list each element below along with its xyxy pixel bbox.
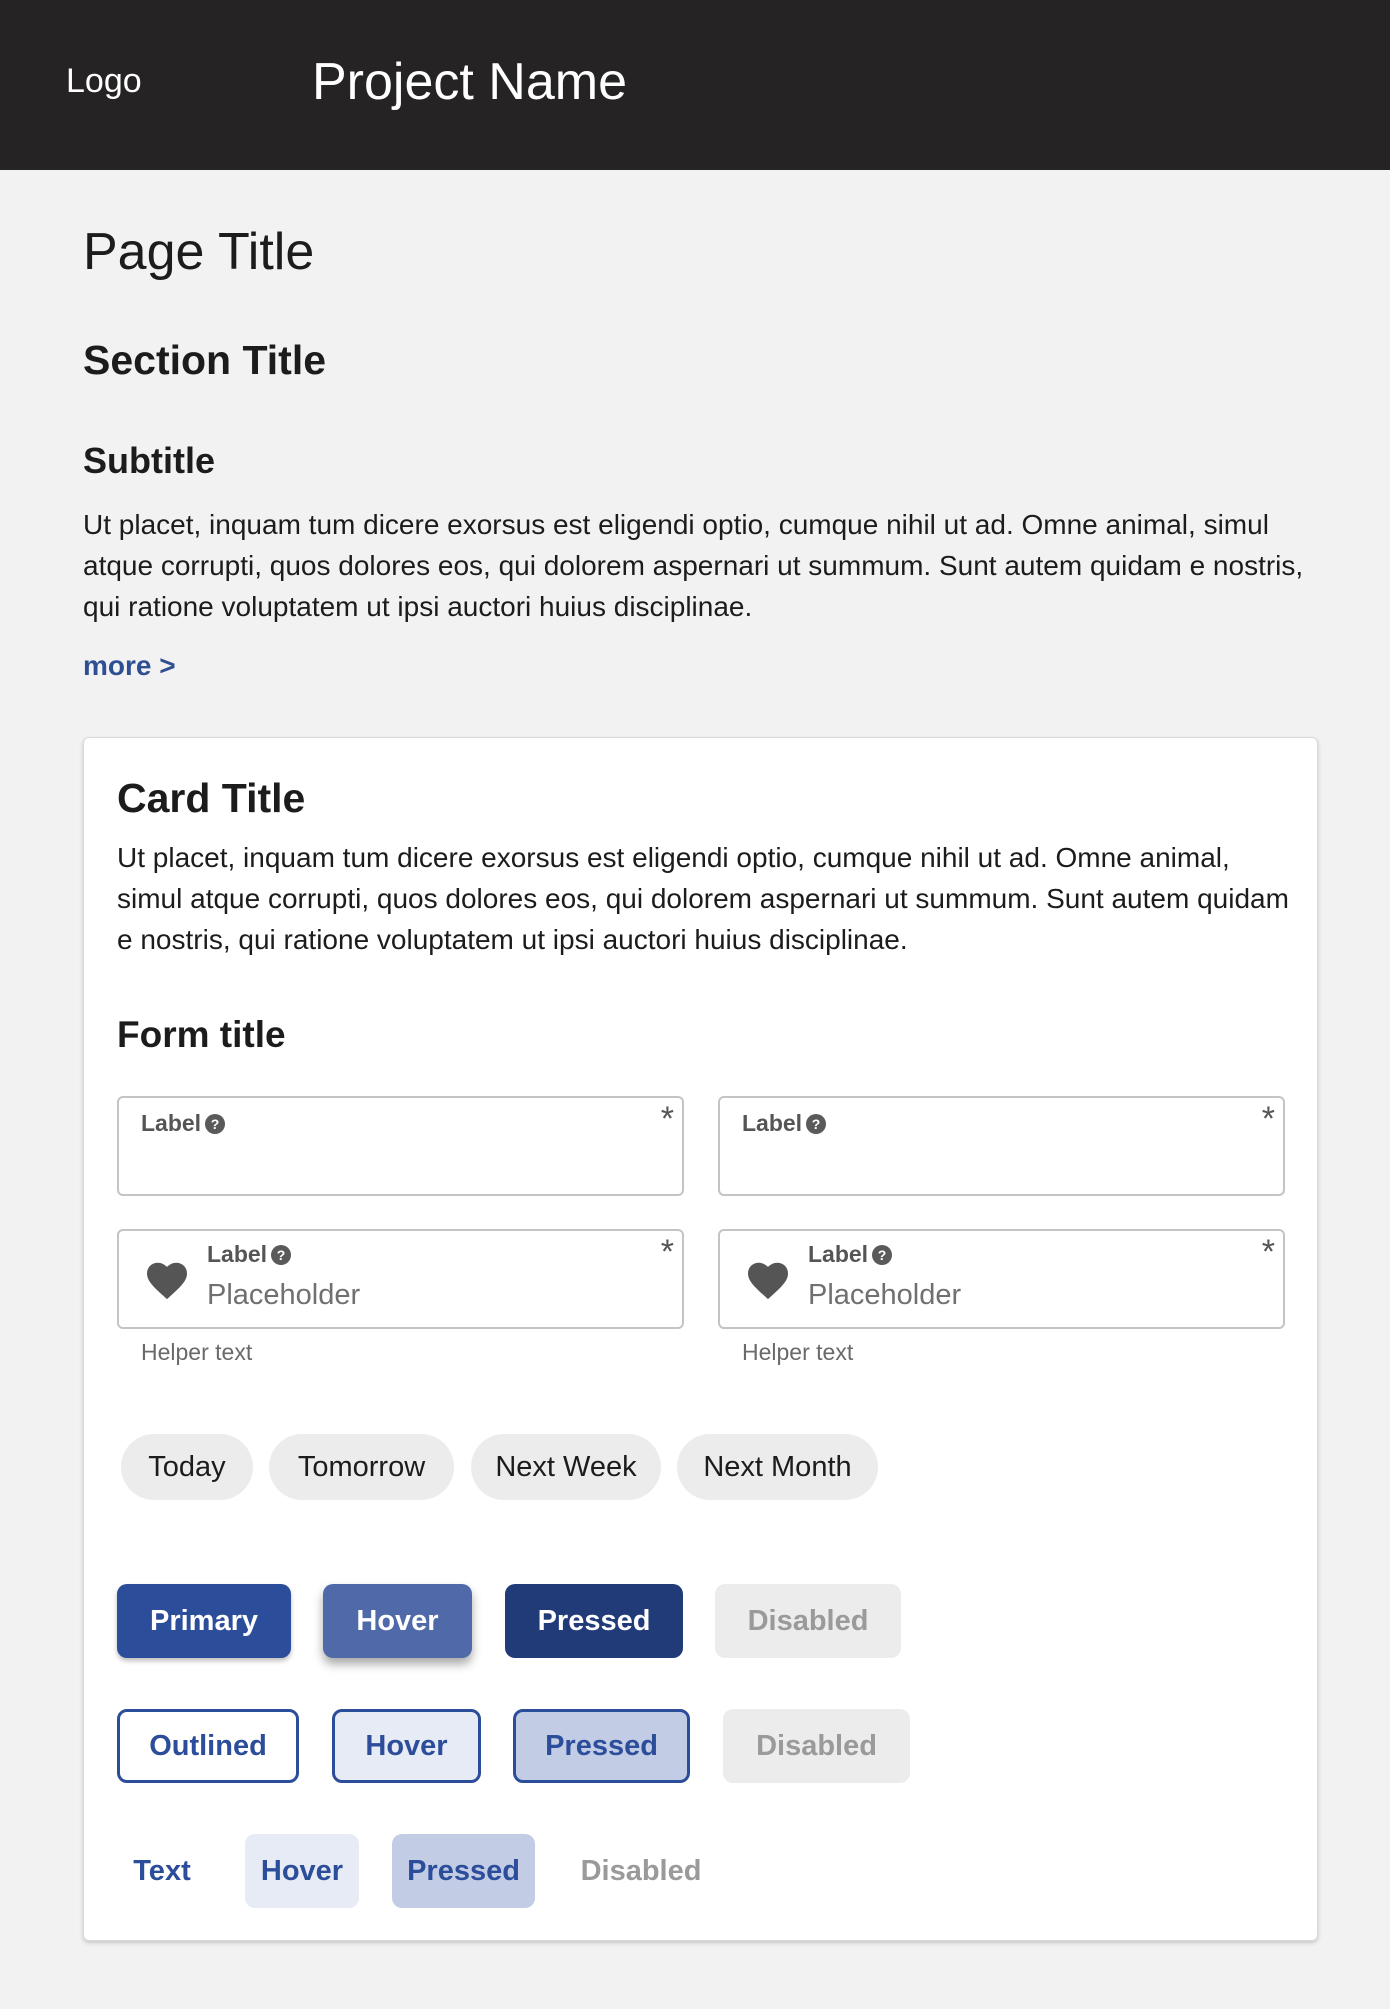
text-button[interactable]: Text: [117, 1834, 207, 1908]
text-button-hover[interactable]: Hover: [245, 1834, 359, 1908]
field-label: Label ?: [207, 1241, 291, 1268]
help-icon[interactable]: ?: [806, 1114, 826, 1134]
helper-text: Helper text: [141, 1339, 253, 1365]
icon-text-field-1[interactable]: [117, 1229, 684, 1329]
primary-button-pressed[interactable]: Pressed: [505, 1584, 683, 1658]
chip-tomorrow[interactable]: Tomorrow: [269, 1434, 454, 1500]
text-field-1[interactable]: [117, 1096, 684, 1196]
required-mark: *: [660, 1100, 674, 1138]
field-label: Label ?: [742, 1110, 826, 1137]
outlined-button-disabled: Disabled: [723, 1709, 910, 1783]
section-title: Section Title: [83, 337, 327, 383]
card-body: Ut placet, inquam tum dicere exorsus est eligendi optio, cumque nihil ut ad. Omne animal, simul atque corrupti, quos dolores eos, qui dolorem aspernari ut summum. Sunt autem quidam e nostris, qui ratione voluptatem ut ipsi auctori huius disciplinae.: [117, 842, 1289, 955]
project-name: Project Name: [312, 53, 627, 111]
heart-icon: [746, 1260, 790, 1300]
page-title: Page Title: [83, 223, 315, 281]
more-link[interactable]: more >: [83, 650, 176, 681]
outlined-button[interactable]: Outlined: [117, 1709, 299, 1783]
help-icon[interactable]: ?: [205, 1114, 225, 1134]
form-title: Form title: [117, 1014, 286, 1055]
required-mark: *: [1261, 1100, 1275, 1138]
chip-today[interactable]: Today: [121, 1434, 253, 1500]
helper-text: Helper text: [742, 1339, 854, 1365]
required-mark: *: [660, 1233, 674, 1271]
field-placeholder: Placeholder: [808, 1279, 962, 1311]
body-paragraph: Ut placet, inquam tum dicere exorsus est eligendi optio, cumque nihil ut ad. Omne animal, simul atque corrupti, quos dolores eos, qui dolorem aspernari ut summum. Sunt autem quidam e nostris, qui ratione voluptatem ut ipsi auctori huius disciplinae.: [83, 509, 1304, 622]
chip-next-month[interactable]: Next Month: [677, 1434, 878, 1500]
help-icon[interactable]: ?: [872, 1245, 892, 1265]
card-title: Card Title: [117, 775, 306, 821]
help-icon[interactable]: ?: [271, 1245, 291, 1265]
icon-text-field-2[interactable]: [718, 1229, 1285, 1329]
subtitle: Subtitle: [83, 440, 215, 481]
text-field-2[interactable]: [718, 1096, 1285, 1196]
card: [83, 737, 1318, 1941]
field-label: Label ?: [141, 1110, 225, 1137]
heart-icon: [145, 1260, 189, 1300]
field-placeholder: Placeholder: [207, 1279, 361, 1311]
text-button-pressed[interactable]: Pressed: [392, 1834, 535, 1908]
primary-button[interactable]: Primary: [117, 1584, 291, 1658]
outlined-button-pressed[interactable]: Pressed: [513, 1709, 690, 1783]
outlined-button-hover[interactable]: Hover: [332, 1709, 481, 1783]
top-app-bar: [0, 0, 1390, 170]
field-label: Label ?: [808, 1241, 892, 1268]
primary-button-hover[interactable]: Hover: [323, 1584, 472, 1658]
text-button-disabled: Disabled: [568, 1834, 714, 1908]
logo[interactable]: Logo: [66, 62, 142, 100]
primary-button-disabled: Disabled: [715, 1584, 901, 1658]
chip-next-week[interactable]: Next Week: [471, 1434, 661, 1500]
required-mark: *: [1261, 1233, 1275, 1271]
